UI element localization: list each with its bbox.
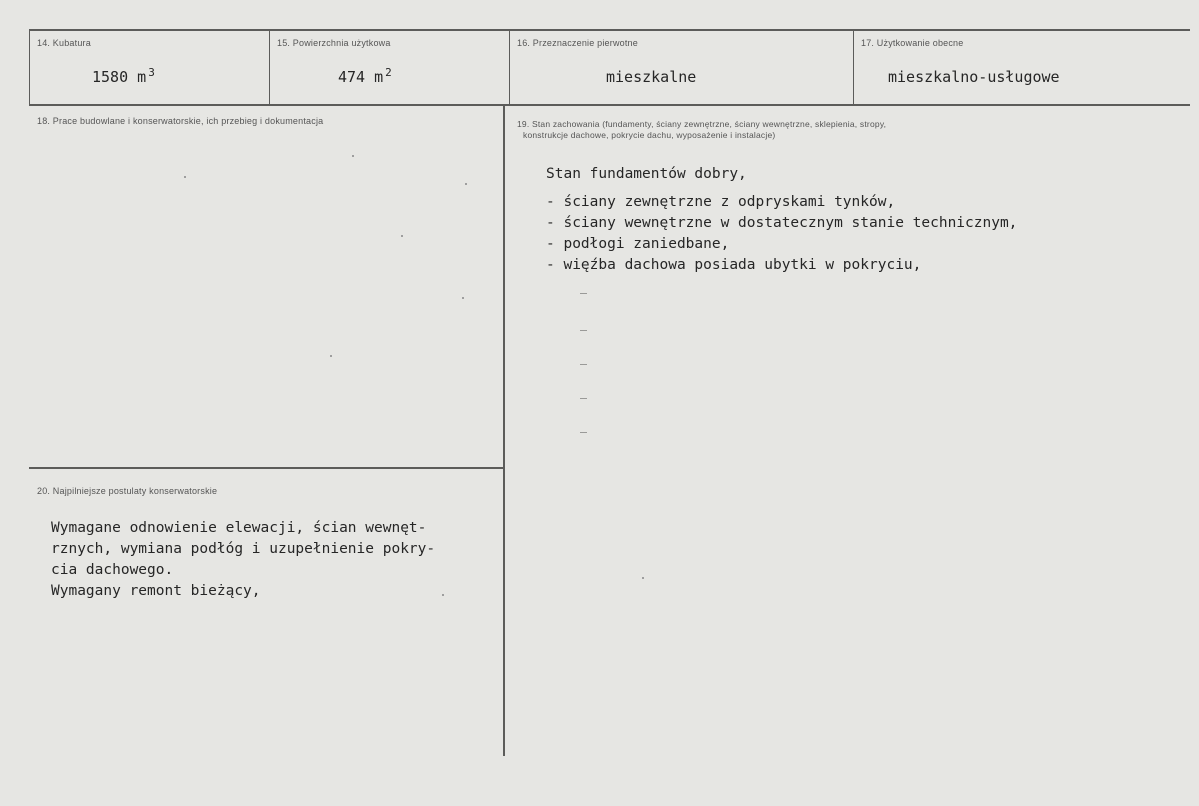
- col-divider-c: [853, 29, 854, 106]
- postulaty-line: Wymagane odnowienie elewacji, ścian wewnęt-: [51, 520, 427, 536]
- powierzchnia-label: 15. Powierzchnia użytkowa: [277, 38, 391, 48]
- postulaty-label: 20. Najpilniejsze postulaty konserwatorskie: [37, 486, 218, 496]
- faint-dash: [580, 330, 587, 331]
- kubatura-value: 1580 m $^3$: [92, 66, 155, 86]
- kubatura-label: 14. Kubatura: [37, 38, 91, 48]
- col-divider-b: [509, 29, 510, 106]
- stan-item: - ściany zewnętrzne z odpryskami tynków,: [546, 194, 896, 210]
- top-rule: [29, 29, 1190, 31]
- main-divider: [503, 106, 505, 756]
- paper-speck: [184, 176, 186, 178]
- rule-18-20: [29, 467, 505, 469]
- postulaty-line: cia dachowego.: [51, 562, 174, 578]
- row-rule-1: [29, 104, 1190, 106]
- left-border: [29, 29, 30, 106]
- paper-speck: [642, 577, 644, 579]
- postulaty-line: rznych, wymiana podłóg i uzupełnienie pokry-: [51, 541, 436, 557]
- postulaty-text: [51, 518, 435, 602]
- paper-speck: [462, 297, 464, 299]
- paper-speck: [442, 594, 444, 596]
- stan-heading: Stan fundamentów dobry,: [546, 166, 747, 182]
- faint-dash: [580, 293, 587, 294]
- stan-list: [546, 192, 1017, 276]
- paper-speck: [465, 183, 467, 185]
- faint-dash: [580, 432, 587, 433]
- col-divider-a: [269, 29, 270, 106]
- postulaty-line: Wymagany remont bieżący,: [51, 583, 261, 599]
- powierzchnia-value: 474 m $^2$: [338, 66, 392, 86]
- stan-label-line1: 19. Stan zachowania (fundamenty, ściany zewnętrzne, ściany wewnętrzne, sklepienia, stropy,: [517, 119, 887, 129]
- prace-label: 18. Prace budowlane i konserwatorskie, ich przebieg i dokumentacja: [37, 116, 324, 126]
- uzytkowanie-value: mieszkalno-usługowe: [888, 68, 1060, 86]
- stan-item: - ściany wewnętrzne w dostatecznym stanie technicznym,: [546, 215, 1018, 231]
- faint-dash: [580, 364, 587, 365]
- paper-speck: [352, 155, 354, 157]
- stan-item: - podłogi zaniedbane,: [546, 236, 730, 252]
- stan-item: - więźba dachowa posiada ubytki w pokryciu,: [546, 257, 922, 273]
- paper-speck: [330, 355, 332, 357]
- faint-dash: [580, 398, 587, 399]
- paper-speck: [401, 235, 403, 237]
- stan-label-line2: konstrukcje dachowe, pokrycie dachu, wyposażenie i instalacje): [523, 130, 776, 140]
- przeznaczenie-value: mieszkalne: [606, 68, 697, 86]
- przeznaczenie-label: 16. Przeznaczenie pierwotne: [517, 38, 638, 48]
- uzytkowanie-label: 17. Użytkowanie obecne: [861, 38, 964, 48]
